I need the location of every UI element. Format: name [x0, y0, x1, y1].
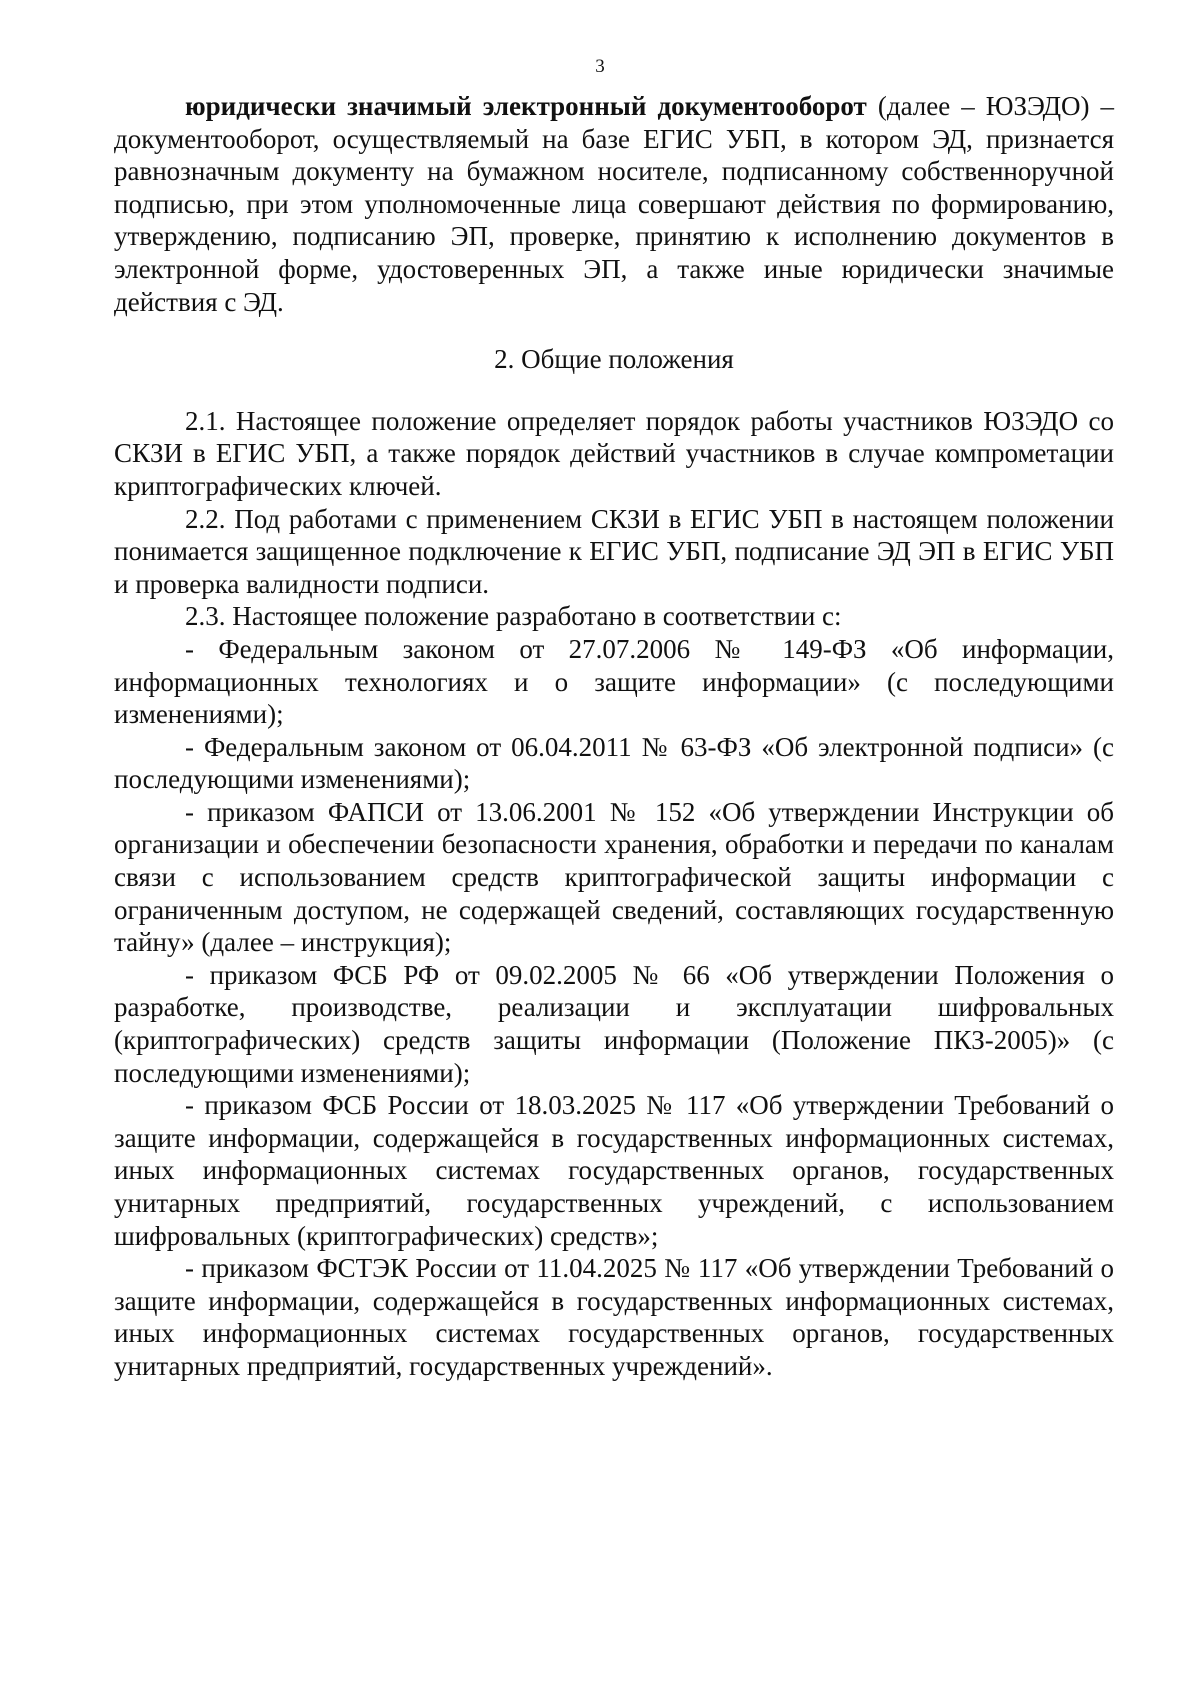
list-item-fapsi-152: - приказом ФАПСИ от 13.06.2001 № 152 «Об утверждении Инструкции об организации и обеспечении безопасности хранения, обработки и передачи по каналам связи с использованием средств криптографической защиты информации с ограниченным доступом, не содержащей сведений, составляющих государственную тайну» (далее – инструкция);	[114, 796, 1114, 958]
list-item-law-149fz: - Федеральным законом от 27.07.2006 № 149-ФЗ «Об информации, информационных технологиях и о защите информации» (с последующими изменениями);	[114, 633, 1114, 730]
paragraph-2-3: 2.3. Настоящее положение разработано в соответствии с:	[185, 601, 842, 632]
definition-term: юридически значимый электронный документооборот	[185, 91, 867, 121]
list-item-law-63fz: - Федеральным законом от 06.04.2011 № 63-ФЗ «Об электронной подписи» (с последующими изменениями);	[114, 731, 1114, 795]
paragraph-2-1: 2.1. Настоящее положение определяет порядок работы участников ЮЗЭДО со СКЗИ в ЕГИС УБП, а также порядок действий участников в случае компрометации криптографических ключей.	[114, 405, 1114, 501]
section-heading: 2. Общие положения	[494, 344, 734, 375]
list-item-fstek-117: - приказом ФСТЭК России от 11.04.2025 № 117 «Об утверждении Требований о защите информации, содержащейся в государственных информационных системах, иных информационных системах государственных органов, государственных унитарных предприятий, государственных учреждений».	[114, 1253, 1114, 1381]
list-item-fsb-117: - приказом ФСБ России от 18.03.2025 № 117 «Об утверждении Требований о защите информации, содержащейся в государственных информационных системах, иных информационных системах государственных органов, государственных унитарных предприятий, государственных учреждений, с использованием шифровальных (криптографических) средств»;	[114, 1090, 1114, 1251]
definition-text: (далее – ЮЗЭДО) – документооборот, осуществляемый на базе ЕГИС УБП, в котором ЭД, признается равнозначным документу на бумажном носителе, подписанному собственноручной подписью, при этом уполномоченные лица совершают действия по формированию, утверждению, подписанию ЭП, проверке, принятию к исполнению документов в электронной форме, удостоверенных ЭП, а также иные юридически значимые действия с ЭД.	[114, 91, 1114, 317]
page-number: 3	[595, 56, 605, 77]
document-body	[114, 90, 1114, 1383]
list-item-fsb-66: - приказом ФСБ РФ от 09.02.2005 № 66 «Об утверждении Положения о разработке, производстве, реализации и эксплуатации шифровальных (криптографических) средств защиты информации (Положение ПКЗ-2005)» (с последующими изменениями);	[114, 959, 1114, 1088]
paragraph-2-2: 2.2. Под работами с применением СКЗИ в ЕГИС УБП в настоящем положении понимается защищенное подключение к ЕГИС УБП, подписание ЭД ЭП в ЕГИС УБП и проверка валидности подписи.	[114, 503, 1114, 599]
definition-paragraph	[114, 90, 1114, 318]
